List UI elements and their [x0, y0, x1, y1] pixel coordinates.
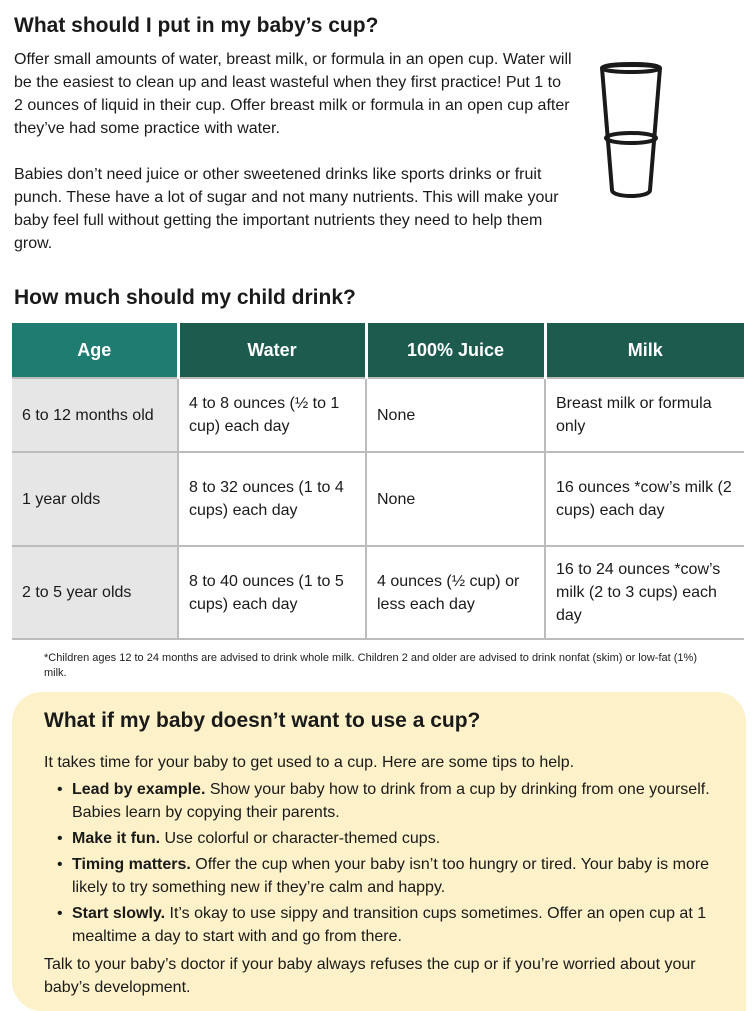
milk-footnote: *Children ages 12 to 24 months are advised to drink whole milk. Children 2 and older are advised to drink nonfat (skim) or low-fat (1%) milk. [44, 652, 697, 679]
drink-table [12, 323, 744, 640]
bullet-icon: • [57, 856, 63, 873]
tip-text: Use colorful or character-themed cups. [160, 830, 441, 847]
table-row [12, 452, 744, 546]
cell-water: 8 to 32 ounces (1 to 4 cups) each day [178, 452, 366, 546]
drink-section-title: How much should my child drink? [14, 286, 356, 309]
tip-heading: Make it fun. [72, 830, 161, 847]
header-juice: 100% Juice [366, 323, 545, 378]
header-water: Water [178, 323, 366, 378]
table-header-row [12, 323, 744, 378]
tip-text: Show your baby how to drink from a cup by drinking from one yourself. Babies learn by copying their parents. [72, 781, 710, 821]
tip-heading: Timing matters. [72, 856, 191, 873]
cell-milk: Breast milk or formula only [545, 378, 744, 452]
table-row [12, 378, 744, 452]
cup-paragraph-1: Offer small amounts of water, breast milk, or formula in an open cup. Water will be the easiest to clean up and least wasteful when they first practice! Put 1 to 2 ounces of liquid in their cup. Offer breast milk or formula in an open cup after they’ve had some practice with water. [14, 51, 572, 137]
tips-outro: Talk to your baby’s doctor if your baby always refuses the cup or if you’re worried about your baby’s development. [44, 956, 696, 996]
list-item [44, 827, 714, 850]
list-item [44, 902, 714, 948]
table-row [12, 546, 744, 639]
header-age: Age [12, 323, 178, 378]
cell-age: 6 to 12 months old [12, 378, 178, 452]
tips-section-title: What if my baby doesn’t want to use a cup? [44, 709, 481, 732]
list-item [44, 778, 714, 824]
glass-of-water-icon [598, 62, 664, 200]
tip-text: Offer the cup when your baby isn’t too hungry or tired. Your baby is more likely to try something new if they’re calm and happy. [72, 856, 710, 896]
cup-paragraph-2: Babies don’t need juice or other sweetened drinks like sports drinks or fruit punch. These have a lot of sugar and not many nutrients. This will make your baby feel full without getting the important nutrients they need to help them grow. [14, 166, 559, 252]
bullet-icon: • [57, 830, 63, 847]
tip-heading: Start slowly. [72, 905, 166, 922]
tip-heading: Lead by example. [72, 781, 206, 798]
cup-section-title: What should I put in my baby’s cup? [14, 14, 379, 37]
bullet-icon: • [57, 781, 63, 798]
cell-juice: None [366, 378, 545, 452]
cell-milk: 16 to 24 ounces *cow’s milk (2 to 3 cups) each day [545, 546, 744, 639]
cell-age: 1 year olds [12, 452, 178, 546]
header-milk: Milk [545, 323, 744, 378]
tip-text: It’s okay to use sippy and transition cups sometimes. Offer an open cup at 1 mealtime a day to start with and go from there. [72, 905, 707, 945]
tips-list [44, 778, 714, 951]
cell-water: 8 to 40 ounces (1 to 5 cups) each day [178, 546, 366, 639]
cell-milk: 16 ounces *cow’s milk (2 cups) each day [545, 452, 744, 546]
list-item [44, 853, 714, 899]
cell-juice: 4 ounces (½ cup) or less each day [366, 546, 545, 639]
tips-box [12, 692, 746, 1011]
cell-juice: None [366, 452, 545, 546]
cell-water: 4 to 8 ounces (½ to 1 cup) each day [178, 378, 366, 452]
bullet-icon: • [57, 905, 63, 922]
tips-intro: It takes time for your baby to get used to a cup. Here are some tips to help. [44, 754, 575, 771]
cell-age: 2 to 5 year olds [12, 546, 178, 639]
